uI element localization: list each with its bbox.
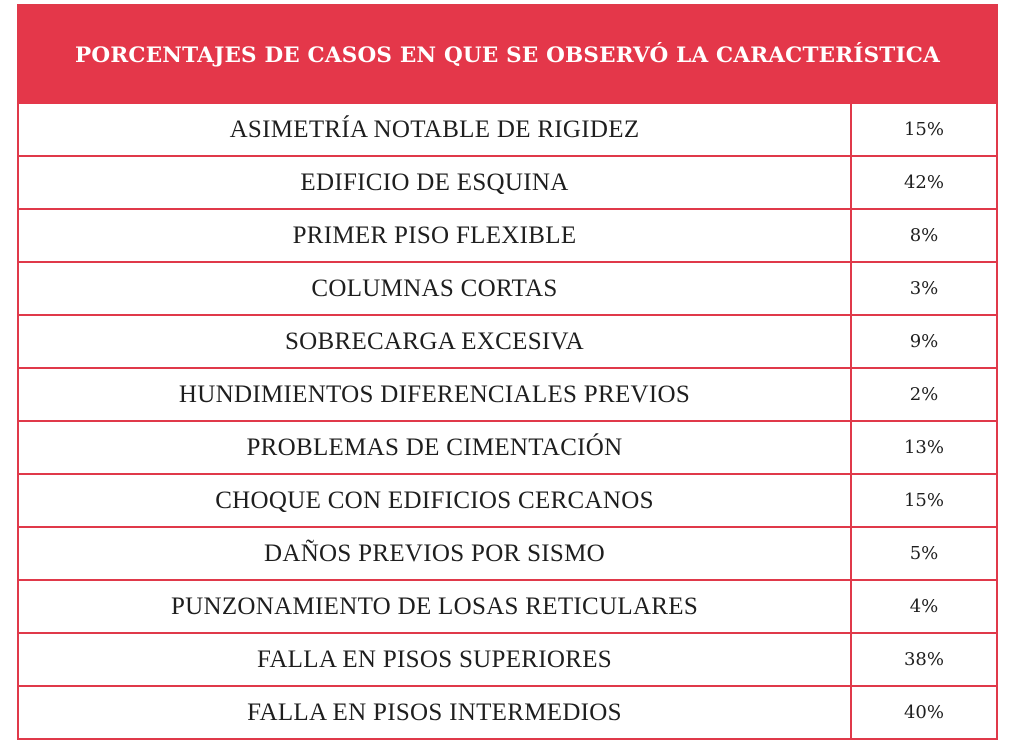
row-label: HUNDIMIENTOS DIFERENCIALES PREVIOS [19, 368, 851, 421]
row-label: PRIMER PISO FLEXIBLE [19, 209, 851, 262]
row-percentage: 13% [851, 421, 996, 474]
table-row [19, 474, 996, 527]
row-label: DAÑOS PREVIOS POR SISMO [19, 527, 851, 580]
table-row [19, 368, 996, 421]
row-label: FALLA EN PISOS INTERMEDIOS [19, 686, 851, 738]
characteristics-table [17, 4, 998, 740]
row-percentage: 5% [851, 527, 996, 580]
table-row [19, 686, 996, 738]
row-percentage: 8% [851, 209, 996, 262]
row-percentage: 42% [851, 156, 996, 209]
row-percentage: 15% [851, 104, 996, 156]
row-label: FALLA EN PISOS SUPERIORES [19, 633, 851, 686]
row-percentage: 3% [851, 262, 996, 315]
table-row [19, 209, 996, 262]
table-row [19, 104, 996, 156]
row-label: SOBRECARGA EXCESIVA [19, 315, 851, 368]
row-label: CHOQUE CON EDIFICIOS CERCANOS [19, 474, 851, 527]
table-header: PORCENTAJES DE CASOS EN QUE SE OBSERVÓ LA CARACTERÍSTICA [19, 6, 996, 104]
row-percentage: 2% [851, 368, 996, 421]
row-label: ASIMETRÍA NOTABLE DE RIGIDEZ [19, 104, 851, 156]
row-percentage: 38% [851, 633, 996, 686]
row-label: PUNZONAMIENTO DE LOSAS RETICULARES [19, 580, 851, 633]
row-label: COLUMNAS CORTAS [19, 262, 851, 315]
table-row [19, 156, 996, 209]
table-body [19, 104, 996, 738]
table-row [19, 262, 996, 315]
row-percentage: 40% [851, 686, 996, 738]
row-label: PROBLEMAS DE CIMENTACIÓN [19, 421, 851, 474]
row-percentage: 9% [851, 315, 996, 368]
row-percentage: 15% [851, 474, 996, 527]
row-percentage: 4% [851, 580, 996, 633]
table-row [19, 315, 996, 368]
table-row [19, 421, 996, 474]
row-label: EDIFICIO DE ESQUINA [19, 156, 851, 209]
table-row [19, 527, 996, 580]
table-row [19, 580, 996, 633]
table-row [19, 633, 996, 686]
